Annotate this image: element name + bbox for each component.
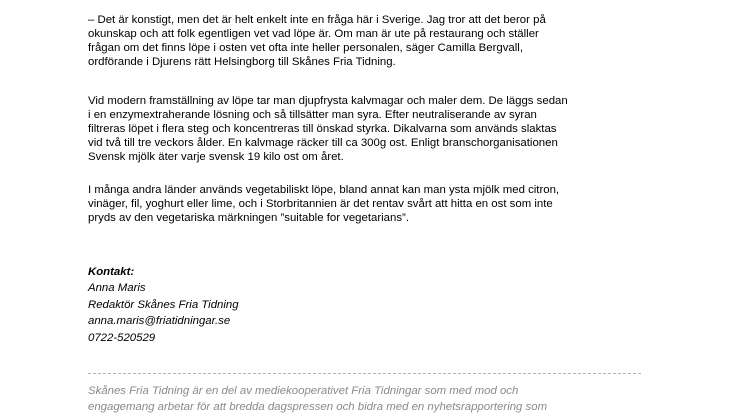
contact-email: anna.maris@friatidningar.se: [88, 315, 231, 328]
text-line: ordförande i Djurens rätt Helsingborg till Skånes Fria Tidning.: [88, 56, 396, 68]
body-paragraph-quote: [88, 13, 688, 69]
text-line: filtreras löpet i flera steg och koncentreras till önskad styrka. Dikalvarna som används slaktas: [88, 123, 557, 135]
body-paragraph-production: [88, 94, 688, 164]
body-paragraph-vegetarian: [88, 183, 688, 225]
text-line: pryds av den vegetariska märkningen ”suitable for vegetarians”.: [88, 212, 410, 224]
footer-line: engagemang arbetar för att bredda dagspressen och bidra med en nyhetsrapportering som: [88, 401, 548, 414]
text-line: – Det är konstigt, men det är helt enkelt inte en fråga här i Sverige. Jag tror att det beror på: [88, 14, 546, 26]
footer-text: [88, 383, 547, 415]
contact-heading: Kontakt:: [88, 266, 135, 278]
text-line: i en enzymextraherande lösning och så tillsätter man syra. Efter neutraliserande av syran: [88, 109, 537, 121]
text-line: okunskap och att folk egentligen vet vad löpe är. Om man är ute på restaurang och ställer: [88, 28, 539, 40]
contact-phone: 0722-520529: [88, 331, 156, 344]
contact-block: [88, 264, 239, 346]
text-line: Svensk mjölk äter varje svensk 19 kilo ost om året.: [88, 151, 344, 163]
text-line: vinäger, fil, yoghurt eller lime, och i Storbritannien är det rentav svårt att hitta en ost som inte: [88, 198, 553, 210]
contact-name: Anna Maris: [88, 282, 146, 295]
footer-divider: [88, 373, 641, 374]
text-line: frågan om det finns löpe i osten vet ofta inte heller personalen, säger Camilla Bergvall,: [88, 42, 523, 54]
contact-title: Redaktör Skånes Fria Tidning: [88, 298, 239, 311]
text-line: Vid modern framställning av löpe tar man djupfrysta kalvmagar och maler dem. De läggs sedan: [88, 95, 568, 107]
text-line: vid två till tre veckors ålder. En kalvmage räcker till ca 300g ost. Enligt branschorganisationen: [88, 137, 558, 149]
footer-line: Skånes Fria Tidning är en del av mediekooperativet Fria Tidningar som med mod och: [88, 385, 519, 397]
text-line: I många andra länder används vegetabiliskt löpe, bland annat kan man ysta mjölk med citron,: [88, 184, 560, 196]
